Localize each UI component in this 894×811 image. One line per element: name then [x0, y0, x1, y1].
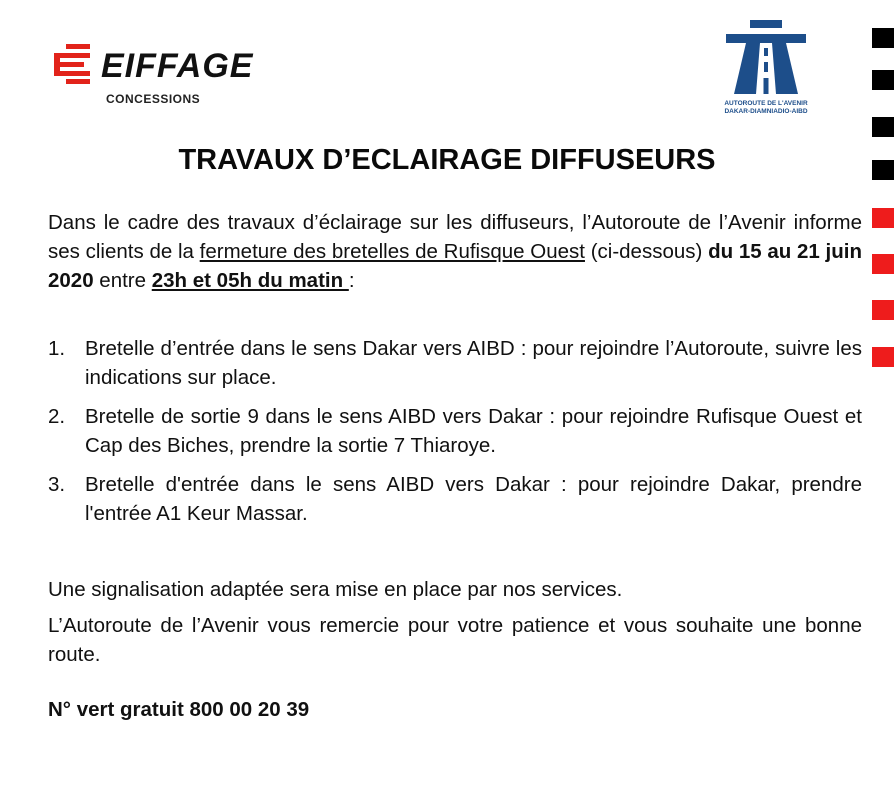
intro-hours: 23h et 05h du matin: [151, 269, 349, 292]
intro-text: entre: [93, 269, 152, 292]
side-bar-red: [872, 208, 894, 228]
autoroute-caption-line2: DAKAR-DIAMNIADIO-AIBD: [724, 108, 808, 115]
page-title: TRAVAUX D’ECLAIRAGE DIFFUSEURS: [178, 144, 716, 176]
list-item-text: Bretelle d’entrée dans le sens Dakar vers AIBD : pour rejoindre l’Autoroute, suivre les indications sur place.: [85, 337, 862, 389]
closure-list: [48, 334, 862, 528]
eiffage-subtitle: CONCESSIONS: [106, 92, 201, 106]
autoroute-logo-mark-icon: [716, 18, 816, 98]
autoroute-caption: [710, 100, 822, 116]
side-bar-black: [872, 117, 894, 137]
thanks-paragraph: L’Autoroute de l’Avenir vous remercie pour votre patience et vous souhaite une bonne route.: [48, 614, 862, 666]
list-item-text: Bretelle d'entrée dans le sens AIBD vers Dakar : pour rejoindre Dakar, prendre l'entrée A1 Keur Massar.: [85, 473, 862, 525]
side-bar-red: [872, 254, 894, 274]
list-item: [48, 402, 862, 460]
notice-body: [48, 208, 862, 724]
list-item: [48, 334, 862, 392]
signage-notice: Une signalisation adaptée sera mise en place par nos services.: [48, 578, 623, 601]
side-bar-red: [872, 347, 894, 367]
hotline-number: N° vert gratuit 800 00 20 39: [48, 698, 310, 721]
list-item-number: 2.: [48, 405, 66, 428]
intro-text: :: [348, 269, 355, 292]
list-item-number: 1.: [48, 337, 66, 360]
eiffage-logo-mark-icon: [54, 44, 96, 84]
list-item-text: Bretelle de sortie 9 dans le sens AIBD vers Dakar : pour rejoindre Rufisque Ouest et Cap des Biches, prendre la sortie 7 Thiaroye.: [85, 405, 862, 457]
autoroute-logo: [716, 18, 816, 115]
intro-paragraph: [48, 208, 862, 295]
autoroute-caption-line1: AUTOROUTE DE L'AVENIR: [724, 100, 808, 107]
list-item: [48, 470, 862, 528]
intro-dates: du 15 au 21 juin 2020: [48, 240, 862, 292]
intro-closure-text: fermeture des bretelles de Rufisque Ouest: [199, 240, 585, 263]
side-bar-black: [872, 28, 894, 48]
side-bar-red: [872, 300, 894, 320]
side-bar-black: [872, 70, 894, 90]
list-item-number: 3.: [48, 473, 66, 496]
intro-text: Dans le cadre des travaux d’éclairage sur les diffuseurs, l’Autoroute de l’Avenir informe ses clients de la: [48, 211, 862, 263]
intro-text: (ci-dessous): [584, 240, 709, 263]
eiffage-wordmark: EIFFAGE: [101, 47, 254, 85]
